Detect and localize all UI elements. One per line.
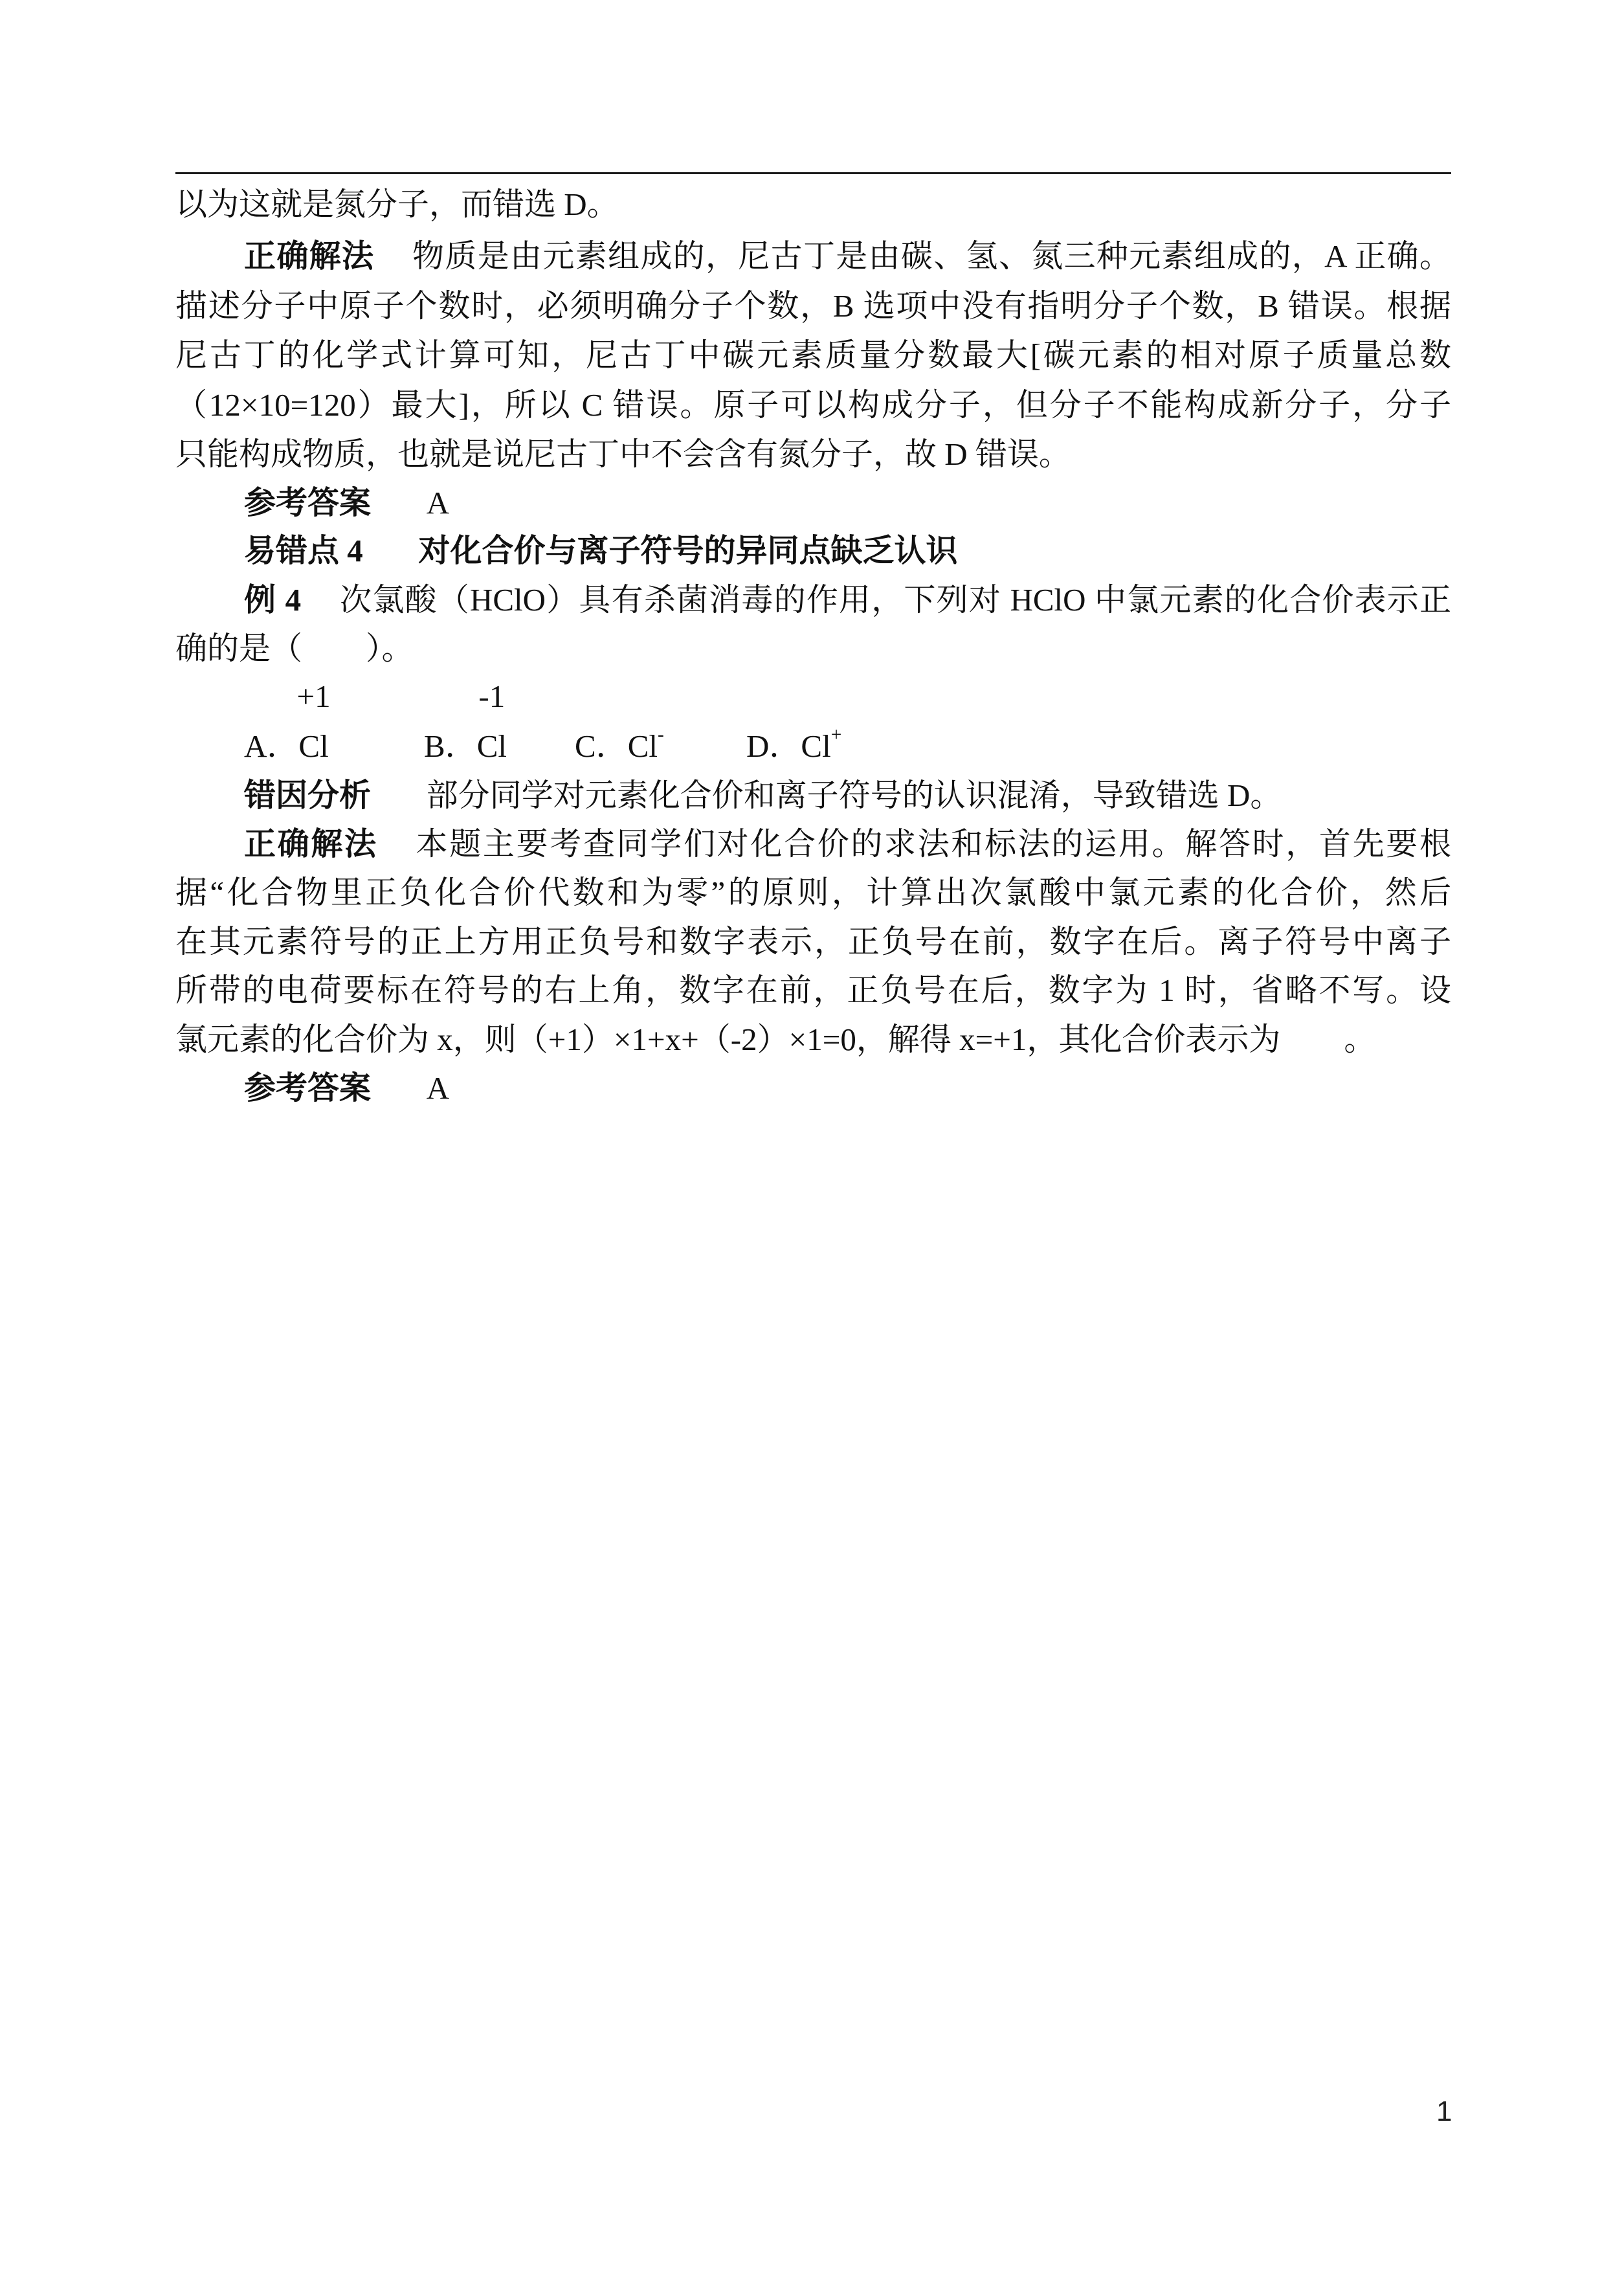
example-line-1 bbox=[244, 581, 1451, 619]
option-c-formula bbox=[627, 724, 664, 765]
option-d-charge: + bbox=[830, 724, 842, 746]
error-point-label: 易错点 4 bbox=[244, 533, 363, 568]
option-b-valence: -1 bbox=[478, 678, 506, 714]
option-c-letter: C． bbox=[575, 728, 628, 764]
example-line-2: 确的是（ ）。 bbox=[175, 631, 414, 666]
option-b-symbol: Cl bbox=[476, 728, 507, 764]
option-a-formula bbox=[296, 678, 331, 765]
error-analysis-line bbox=[244, 777, 1451, 814]
answer-1-value: A bbox=[426, 485, 450, 520]
option-b bbox=[424, 678, 507, 765]
solution-1-line-3: 尼古丁的化学式计算可知，尼古丁中碳元素质量分数最大[碳元素的相对原子质量总数 bbox=[175, 337, 1451, 373]
option-b-letter: B． bbox=[424, 728, 477, 764]
answer-2-value: A bbox=[426, 1070, 450, 1106]
answer-1-label: 参考答案 bbox=[244, 485, 372, 520]
option-d-formula bbox=[801, 724, 842, 765]
solution-1-label: 正确解法 bbox=[244, 238, 375, 274]
error-analysis-label: 错因分析 bbox=[244, 777, 372, 813]
option-c-symbol: Cl bbox=[627, 728, 658, 764]
option-a bbox=[244, 678, 331, 765]
solution-1-line-5: 只能构成物质，也就是说尼古丁中不会含有氮分子，故 D 错误。 bbox=[175, 436, 1071, 472]
example-label: 例 4 bbox=[244, 582, 302, 618]
option-b-formula bbox=[476, 678, 507, 765]
solution-1-line-2: 描述分子中原子个数时，必须明确分子个数，B 选项中没有指明分子个数，B 错误。根据 bbox=[175, 288, 1451, 324]
solution-2-label: 正确解法 bbox=[244, 826, 378, 862]
answer-2-line bbox=[244, 1069, 1451, 1107]
option-d-symbol: Cl bbox=[801, 728, 831, 764]
option-d bbox=[746, 724, 842, 765]
continued-text-line: 以为这就是氮分子，而错选 D。 bbox=[175, 186, 619, 222]
solution-2-line-1 bbox=[244, 825, 1451, 863]
solution-2-line-4: 所带的电荷要标在符号的右上角，数字在前，正负号在后，数字为 1 时，省略不写。设 bbox=[175, 972, 1451, 1008]
option-c bbox=[575, 724, 664, 765]
option-a-letter: A． bbox=[244, 728, 299, 764]
option-a-symbol: Cl bbox=[298, 728, 329, 764]
solution-2-text: 本题主要考查同学们对化合价的求法和标法的运用。解答时，首先要根 bbox=[416, 826, 1451, 862]
header-rule bbox=[175, 172, 1451, 174]
solution-2-line-3: 在其元素符号的正上方用正负号和数字表示，正负号在前，数字在后。离子符号中离子 bbox=[175, 924, 1451, 959]
answer-2-label: 参考答案 bbox=[244, 1070, 372, 1106]
option-c-charge: - bbox=[657, 724, 664, 746]
option-a-valence: +1 bbox=[296, 678, 331, 714]
solution-2-line-5: 氯元素的化合价为 x，则（+1）×1+x+（-2）×1=0，解得 x=+1，其化合价表示为 。 bbox=[175, 1022, 1376, 1057]
error-point-title: 对化合价与离子符号的异同点缺乏认识 bbox=[418, 533, 958, 568]
solution-2-line-2: 据“化合物里正负化合价代数和为零”的原则，计算出次氯酸中氯元素的化合价，然后 bbox=[175, 875, 1451, 910]
solution-1-line-4: （12×10=120）最大]，所以 C 错误。原子可以构成分子，但分子不能构成新分子，分子 bbox=[175, 387, 1451, 423]
error-point-heading bbox=[244, 532, 1451, 570]
example-text: 次氯酸（HClO）具有杀菌消毒的作用，下列对 HClO 中氯元素的化合价表示正 bbox=[339, 582, 1451, 618]
option-d-letter: D． bbox=[746, 728, 801, 764]
solution-1-text: 物质是由元素组成的，尼古丁是由碳、氢、氮三种元素组成的，A 正确。 bbox=[412, 238, 1451, 274]
solution-1-line-1 bbox=[244, 238, 1451, 275]
error-analysis-text: 部分同学对元素化合价和离子符号的认识混淆，导致错选 D。 bbox=[426, 777, 1282, 813]
page-number: 1 bbox=[1436, 2096, 1452, 2127]
answer-1-line bbox=[244, 484, 1451, 522]
